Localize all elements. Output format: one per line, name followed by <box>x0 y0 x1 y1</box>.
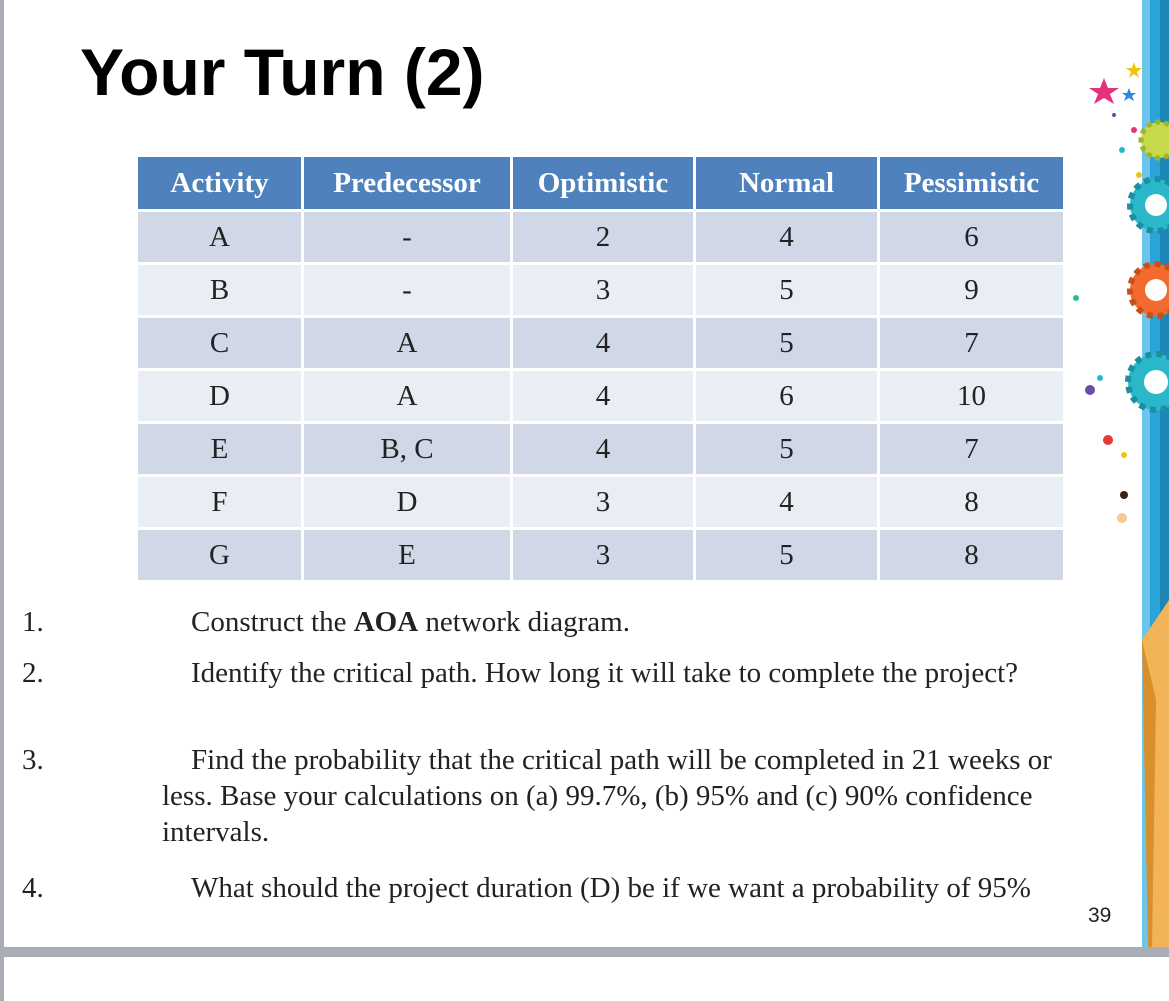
cell-predecessor: - <box>303 211 512 264</box>
cell-pessimistic: 10 <box>879 370 1065 423</box>
question-text: What should the project duration (D) be if we want a probability of 95% <box>191 872 1031 904</box>
table-row <box>137 211 1065 264</box>
cell-pessimistic: 8 <box>879 476 1065 529</box>
question-text: Identify the critical path. How long it will take to complete the project? <box>191 657 1019 689</box>
pencil-decoration-icon <box>1064 0 1169 947</box>
table-row <box>137 476 1065 529</box>
question-text-part: network diagram. <box>418 606 630 638</box>
cell-pessimistic: 7 <box>879 423 1065 476</box>
header-pessimistic: Pessimistic <box>879 156 1065 211</box>
cell-activity: F <box>137 476 303 529</box>
cell-optimistic: 4 <box>512 370 695 423</box>
cell-activity: A <box>137 211 303 264</box>
table-row <box>137 264 1065 317</box>
page-number: 39 <box>1088 904 1112 927</box>
cell-optimistic: 3 <box>512 264 695 317</box>
cell-predecessor: - <box>303 264 512 317</box>
cell-optimistic: 3 <box>512 529 695 582</box>
header-optimistic: Optimistic <box>512 156 695 211</box>
table-row <box>137 529 1065 582</box>
cell-normal: 6 <box>695 370 879 423</box>
cell-normal: 4 <box>695 476 879 529</box>
cell-normal: 4 <box>695 211 879 264</box>
cell-predecessor: B, C <box>303 423 512 476</box>
cell-activity: E <box>137 423 303 476</box>
cell-activity: G <box>137 529 303 582</box>
table-row <box>137 317 1065 370</box>
cell-optimistic: 3 <box>512 476 695 529</box>
activity-table <box>135 154 1066 583</box>
table-row <box>137 423 1065 476</box>
cell-predecessor: A <box>303 370 512 423</box>
cell-activity: D <box>137 370 303 423</box>
table-header-row <box>137 156 1065 211</box>
question-text: Find the probability that the critical path will be completed in 21 weeks or less. Base your calculations on (a) 99.7%, (b) 95% and (c) 90% confidence intervals. <box>162 744 1052 848</box>
question-number: 1. <box>22 606 44 638</box>
cell-optimistic: 4 <box>512 317 695 370</box>
next-slide-preview <box>4 957 1169 1001</box>
cell-predecessor: E <box>303 529 512 582</box>
question-number: 4. <box>22 872 44 904</box>
header-activity: Activity <box>137 156 303 211</box>
cell-optimistic: 2 <box>512 211 695 264</box>
slide <box>4 0 1169 947</box>
header-normal: Normal <box>695 156 879 211</box>
question-text <box>162 604 1097 640</box>
header-predecessor: Predecessor <box>303 156 512 211</box>
table-row <box>137 370 1065 423</box>
cell-normal: 5 <box>695 423 879 476</box>
cell-normal: 5 <box>695 529 879 582</box>
cell-activity: C <box>137 317 303 370</box>
cell-optimistic: 4 <box>512 423 695 476</box>
cell-normal: 5 <box>695 264 879 317</box>
cell-predecessor: D <box>303 476 512 529</box>
question-number: 2. <box>22 657 44 689</box>
cell-pessimistic: 6 <box>879 211 1065 264</box>
cell-pessimistic: 8 <box>879 529 1065 582</box>
cell-pessimistic: 9 <box>879 264 1065 317</box>
slide-title: Your Turn (2) <box>80 35 485 109</box>
cell-normal: 5 <box>695 317 879 370</box>
cell-pessimistic: 7 <box>879 317 1065 370</box>
cell-activity: B <box>137 264 303 317</box>
question-text-part: Construct the <box>191 606 354 638</box>
question-bold-term: AOA <box>353 606 419 638</box>
question-number: 3. <box>22 744 44 776</box>
cell-predecessor: A <box>303 317 512 370</box>
